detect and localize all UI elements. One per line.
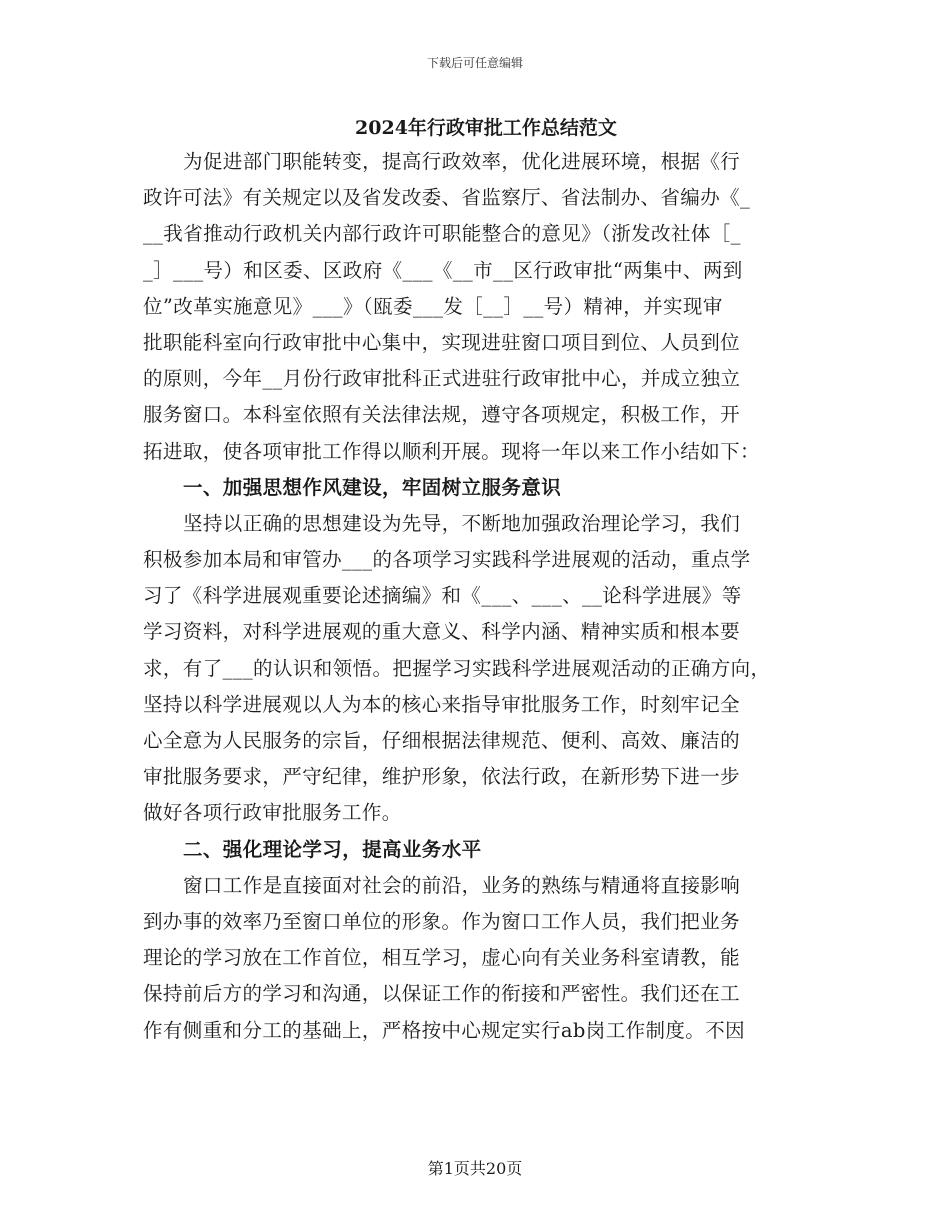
text-line: 服务窗口。本科室依照有关法律法规，遵守各项规定，积极工作，开 [143,403,741,427]
text-line: 位”改革实施意见》___》（瓯委___发［__］__号）精神，并实现审 [143,294,723,318]
text-line: 坚持以正确的思想建设为先导，不断地加强政治理论学习，我们 [183,511,741,535]
section-heading-1: 一、加强思想作风建设，牢固树立服务意识 [183,475,562,499]
document-body [143,112,809,1049]
text-line: 批职能科室向行政审批中心集中，实现进驻窗口项目到位、人员到位 [143,330,741,354]
text-line: 到办事的效率乃至窗口单位的形象。作为窗口工作人员，我们把业务 [143,909,741,933]
text-line: 为促进部门职能转变，提高行政效率，优化进展环境，根据《行 [183,150,741,173]
paragraph-intro [143,144,809,470]
text-line: _］___号）和区委、区政府《___《__市__区行政审批“两集中、两到 [143,258,743,282]
text-line: 保持前后方的学习和沟通，以保证工作的衔接和严密性。我们还在工 [143,982,741,1006]
text-line: 心全意为人民服务的宗旨，仔细根据法律规范、便利、高效、廉洁的 [143,729,741,752]
paragraph-section-1 [143,506,809,832]
paragraph-section-2 [143,868,809,1049]
text-line: 求，有了___的认识和领悟。把握学习实践科学进展观活动的正确方向， [143,656,771,680]
text-line: 积极参加本局和审管办___的各项学习实践科学进展观的活动，重点学 [143,548,751,572]
text-line: 学习资料，对科学进展观的重大意义、科学内涵、精神实质和根本要 [143,620,741,644]
section-heading-2: 二、强化理论学习，提高业务水平 [183,837,482,861]
text-line: __我省推动行政机关内部行政许可职能整合的意见》（浙发改社体［_ [143,222,741,246]
text-line: 作有侧重和分工的基础上，严格按中心规定实行ab岗工作制度。不因 [143,1018,746,1042]
text-line: 政许可法》有关规定以及省发改委、省监察厅、省法制办、省编办《_ [143,186,751,210]
text-line: 的原则，今年__月份行政审批科正式进驻行政审批中心，并成立独立 [143,367,741,391]
text-line: 理论的学习放在工作首位，相互学习，虚心向有关业务科室请教，能 [143,946,741,970]
text-line: 审批服务要求，严守纪律，维护形象，依法行政，在新形势下进一步 [143,765,741,789]
document-title: 2024年行政审批工作总结范文 [355,117,617,139]
text-line: 窗口工作是直接面对社会的前沿，业务的熟练与精通将直接影响 [183,873,741,897]
text-line: 坚持以科学进展观以人为本的核心来指导审批服务工作，时刻牢记全 [143,692,741,716]
text-line: 习了《科学进展观重要论述摘编》和《___、___、__论科学进展》等 [143,584,742,608]
page-number: 第1页共20页 [427,1159,523,1178]
text-line: 做好各项行政审批服务工作。 [143,801,402,825]
header-note: 下载后可任意编辑 [426,56,523,70]
text-line: 拓进取，使各项审批工作得以顺利开展。现将一年以来工作小结如下： [143,439,760,463]
